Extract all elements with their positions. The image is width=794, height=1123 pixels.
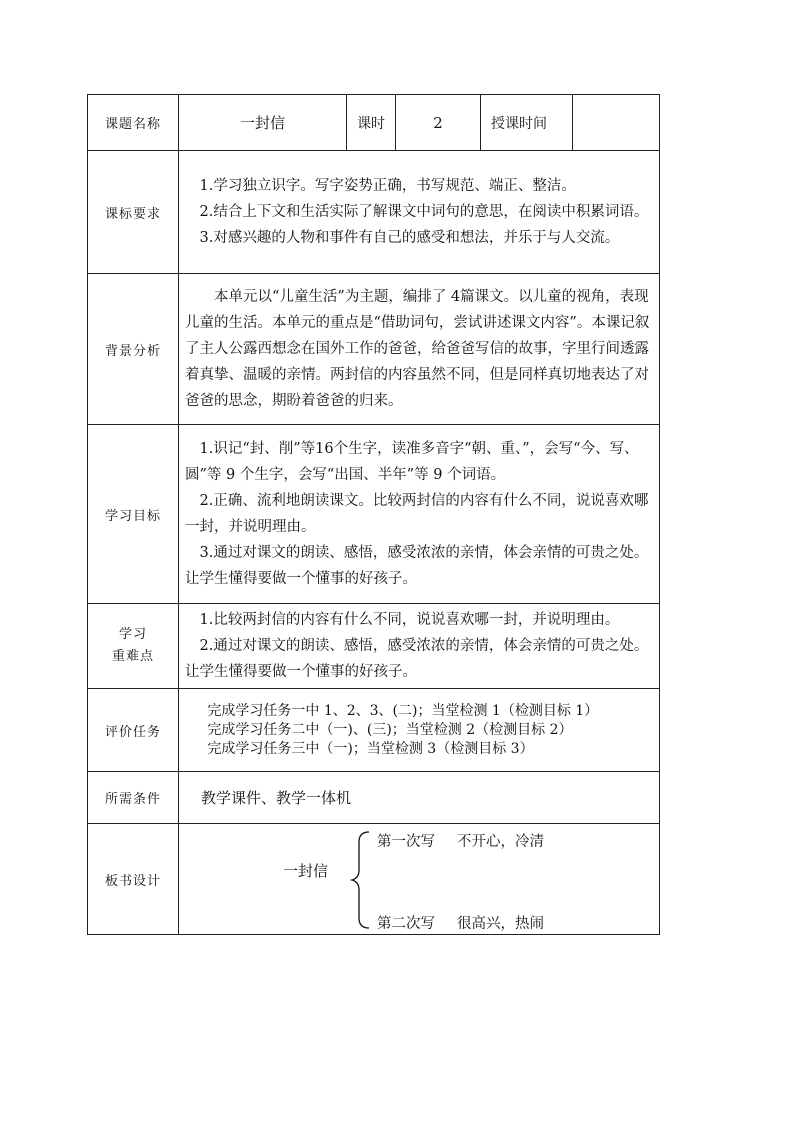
key-points-label-line2: 重难点 <box>111 649 154 664</box>
conditions-value: 教学课件、教学一体机 <box>179 772 660 824</box>
board-line-2-label: 第二次写 <box>377 916 435 932</box>
time-label: 授课时间 <box>481 95 573 151</box>
row-standards <box>88 151 660 274</box>
evaluation-content <box>179 689 660 772</box>
background-text: 本单元以“儿童生活”为主题，编排了 4篇课文。以儿童的视角，表现儿童的生活。本单元的重点是“借助词句，尝试讲述课文内容”。本课记叙了主人公露西想念在国外工作的爸爸，给爸爸写信的故事，字里行间透露着真挚、温暖的亲情。两封信的内容虽然不同，但是同样真切地表达了对爸爸的思念，期盼着爸爸的归来。 <box>185 289 650 409</box>
board-line-2-note: 很高兴，热闹 <box>457 916 544 932</box>
goals-item: 1.识记“封、削”等16个生字，读准多音字“朝、重、”，会写“今、写、圆”等 9 个生字，会写“出国、半年”等 9 个词语。 <box>185 441 639 483</box>
title-value: 一封信 <box>179 95 347 151</box>
period-value: 2 <box>396 95 481 151</box>
board-design <box>179 824 659 934</box>
goals-label: 学习目标 <box>88 425 179 604</box>
board-label: 板书设计 <box>88 824 179 935</box>
standards-item: 2.结合上下文和生活实际了解课文中词句的意思，在阅读中积累词语。 <box>199 204 649 220</box>
board-topic: 一封信 <box>283 862 329 880</box>
row-goals <box>88 425 660 604</box>
background-content <box>179 274 660 425</box>
evaluation-item: 完成学习任务二中（一)、(三)；当堂检测 2（检测目标 2） <box>207 721 573 738</box>
evaluation-item: 完成学习任务一中 1、2、3、(二)；当堂检测 1（检测目标 1） <box>207 702 599 719</box>
board-line-1-note: 不开心，冷清 <box>457 834 544 850</box>
key-points-label-line1: 学习 <box>118 627 147 642</box>
row-title <box>88 95 660 151</box>
board-line-1 <box>377 830 544 851</box>
standards-label: 课标要求 <box>88 151 179 274</box>
row-key-points <box>88 604 660 689</box>
standards-item: 3.对感兴趣的人物和事件有自己的感受和想法，并乐于与人交流。 <box>199 230 620 246</box>
period-label: 课时 <box>347 95 396 151</box>
row-evaluation <box>88 689 660 772</box>
key-points-item: 1.比较两封信的内容有什么不同，说说喜欢哪一封，并说明理由。 <box>199 612 620 628</box>
goals-item: 2.正确、流利地朗读课文。比较两封信的内容有什么不同，说说喜欢哪一封，并说明理由。 <box>185 493 649 535</box>
row-conditions <box>88 772 660 824</box>
key-points-item: 2.通过对课文的朗读、感悟，感受浓浓的亲情，体会亲情的可贵之处。让学生懂得要做一个懂事的好孩子。 <box>185 638 649 680</box>
evaluation-label: 评价任务 <box>88 689 179 772</box>
goals-item: 3.通过对课文的朗读、感悟，感受浓浓的亲情，体会亲情的可贵之处。让学生懂得要做一个懂事的好孩子。 <box>185 545 649 587</box>
standards-item: 1.学习独立识字。写字姿势正确，书写规范、端正、整洁。 <box>199 178 576 194</box>
key-points-label <box>88 604 179 689</box>
board-content <box>179 824 660 935</box>
brace-icon <box>349 830 375 930</box>
row-board <box>88 824 660 935</box>
board-line-2 <box>377 912 544 933</box>
conditions-label: 所需条件 <box>88 772 179 824</box>
key-points-content <box>179 604 660 689</box>
goals-content <box>179 425 660 604</box>
board-line-1-label: 第一次写 <box>377 834 435 850</box>
row-background <box>88 274 660 425</box>
title-label: 课题名称 <box>88 95 179 151</box>
background-label: 背景分析 <box>88 274 179 425</box>
standards-content <box>179 151 660 274</box>
evaluation-item: 完成学习任务三中（一)；当堂检测 3（检测目标 3） <box>207 740 534 757</box>
time-value <box>573 95 660 151</box>
lesson-plan-table <box>87 94 660 935</box>
